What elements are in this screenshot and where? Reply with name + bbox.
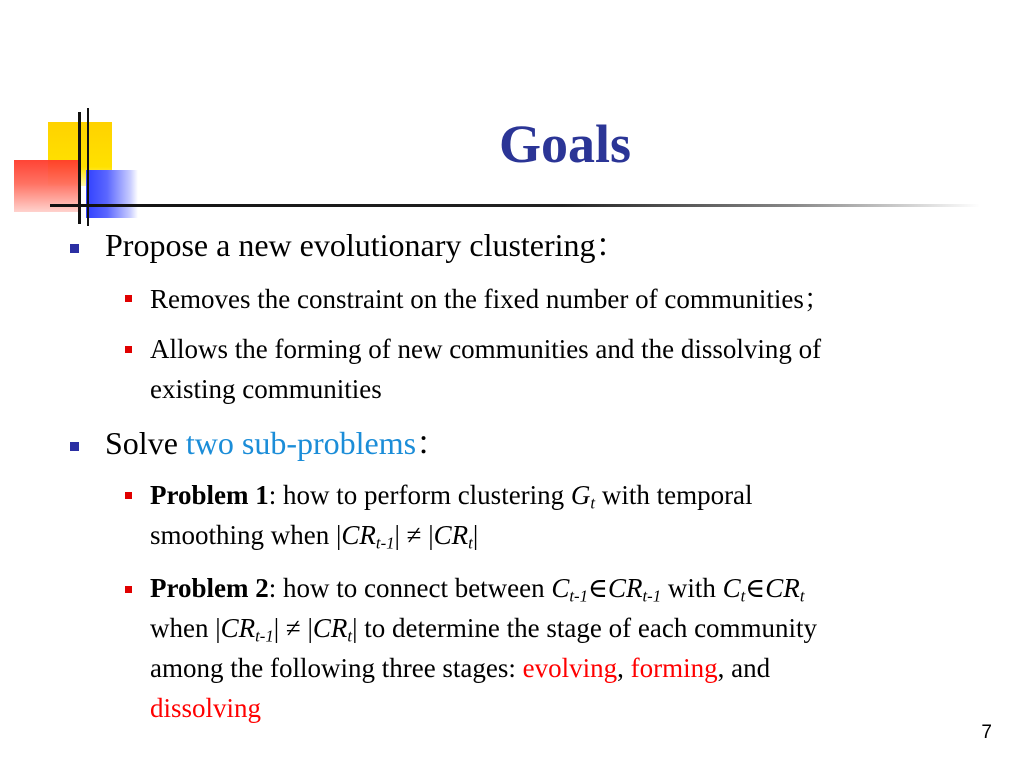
sub-bullet-square-icon [125, 492, 132, 499]
stage-forming: forming [630, 653, 718, 683]
bullet-solve: Solve two sub-problems： [105, 425, 449, 461]
bullet-propose: Propose a new evolutionary clustering： [105, 227, 628, 263]
vertical-line [78, 112, 81, 224]
sub-bullet-problem-2: Problem 2: how to connect between $C_{t-1}\in CR_{t-1}$ with $C_t\in CR_t$ when $|CR_{t-1}| \ne |CR_t|$ to determine the stage of each community among the following three stages: evolving, forming, and dissolving [150, 573, 818, 723]
title-underline [50, 204, 980, 207]
page-number: 7 [981, 722, 992, 743]
sub-bullet-square-icon [125, 586, 132, 593]
stage-evolving: evolving [522, 653, 618, 683]
highlight-text: two sub-problems [185, 425, 417, 461]
sub-bullet-square-icon [125, 295, 132, 302]
stage-dissolving: dissolving [150, 693, 262, 723]
sub-bullet-removes: Removes the constraint on the fixed number of communities； [150, 284, 831, 314]
sub-bullet-problem-1: Problem 1: how to perform clustering $G_t$ with temporal smoothing when $|CR_{t-1}| \ne |CR_t|$ [150, 480, 753, 553]
bullet-square-icon [70, 244, 79, 253]
sub-bullet-allows: Allows the forming of new communities and the dissolving of existing communities [150, 334, 822, 404]
blue-square [86, 170, 138, 218]
slide-title: Goals [498, 114, 632, 174]
bullet-square-icon [70, 442, 79, 451]
vertical-line [87, 108, 89, 226]
sub-bullet-square-icon [125, 346, 132, 353]
